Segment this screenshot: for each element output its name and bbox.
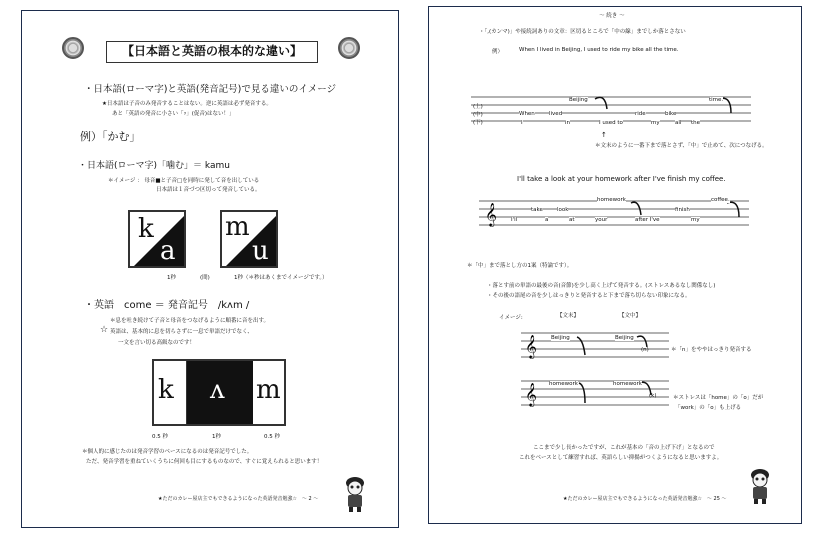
word-upper: coffee.	[711, 197, 730, 203]
japanese-line: ・日本語(ローマ字)「噛む」＝ kamu	[78, 161, 230, 171]
word-middle: take	[531, 207, 543, 213]
word-middle: look	[557, 207, 569, 213]
mascot-icon	[747, 467, 773, 505]
intro-line: ・「,(カンマ)」や接続詞ありの文章：区切るところで「中の線」までしか落とさない	[479, 29, 686, 35]
word-upper: time.	[709, 97, 724, 103]
pitch-staff-4	[521, 377, 669, 409]
method-line: ・その後の語尾の音を少しはっきりと発音すると下まで落ち切らない印象になる。	[487, 293, 691, 299]
segment-m: m	[256, 375, 281, 405]
closing-line: ここまで少し長かったですが、これが基本の「音の上げ下げ」となるので	[533, 445, 715, 451]
segment-vowel: ʌ	[210, 375, 225, 405]
level-middle: (中)	[473, 112, 483, 118]
english-note: 英語は、基本的に息を切らさずに一息で単語だけでなく、	[110, 329, 253, 335]
english-note: 一文を言い切る高級なのです！	[118, 340, 196, 346]
example-sentence: When I lived in Beijing, I used to ride my bike all the time.	[519, 47, 679, 53]
page-title: 【日本語と英語の根本的な違い】	[106, 41, 318, 63]
staff-note: ＊「n」をややはっきり発音する	[671, 347, 752, 353]
continued-label: ～ 続き ～	[599, 13, 625, 19]
english-note: ＊息を吐き続けて子音と母音をつなげるように順番に音を出す。	[110, 318, 270, 324]
syllable-box-ka	[128, 210, 186, 268]
duration-caption: 0.5 秒	[264, 434, 280, 440]
word-middle: lived	[549, 111, 563, 117]
closing-line: これをベースとして練習すれば、英語らしい抑揚がつくようになると思いますよ。	[519, 455, 723, 461]
footnote: ただ、発音学習を重ねていくうちに何回も目にするものなので、すぐに覚えられると思います！	[86, 459, 323, 465]
word-homework: homework	[613, 381, 642, 387]
word-middle: When	[519, 111, 535, 117]
tag-mid-sentence: 【文中】	[619, 313, 642, 319]
staff-note: 「work」の「o」も上げる	[675, 405, 742, 411]
syllable-k: (k)	[649, 393, 657, 399]
image-note: ＊イメージ ： 母音■と子音□を同時に発して音を出している	[108, 178, 260, 184]
word-upper: Beijing	[569, 97, 588, 103]
level-lower: (下)	[473, 120, 483, 126]
duration-caption: 0.5 秒	[152, 434, 168, 440]
word-middle: ride	[635, 111, 646, 117]
syllable-strip-come	[152, 359, 286, 426]
vowel-a: a	[160, 236, 176, 266]
staff-note: ＊文末のように一番下まで落とさず、「中」で止めて、次につなげる。	[595, 143, 768, 149]
image-label: イメージ:	[499, 315, 523, 321]
svg-text:𝄞: 𝄞	[525, 382, 537, 406]
word-lower: your	[595, 217, 608, 223]
tag-sentence-end: 【文末】	[557, 313, 580, 319]
example-label: 例）	[492, 49, 504, 55]
segment-k: k	[158, 375, 174, 405]
word-lower: in	[565, 120, 571, 126]
word-middle: finish	[675, 207, 690, 213]
level-upper: (上)	[473, 104, 483, 110]
consonant-m: m	[225, 212, 250, 242]
word-lower: my	[691, 217, 700, 223]
pitch-staff-3	[521, 329, 669, 361]
word-lower: I'll	[511, 217, 518, 223]
word-beijing: Beijing	[551, 335, 570, 341]
syllable-n: (n)	[641, 347, 649, 353]
example-heading: 例）「かむ」	[80, 130, 141, 143]
word-lower: all	[675, 120, 682, 126]
vowel-u: u	[252, 236, 269, 266]
svg-text:𝄞: 𝄞	[485, 202, 497, 226]
word-lower: at	[569, 217, 575, 223]
mascot-icon	[342, 475, 368, 513]
duration-caption: 1秒（＊秒はあくまでイメージです。）	[234, 275, 328, 281]
staff-note: ＊ストレスは「home」の「o」だが	[673, 395, 764, 401]
english-line: ・英語 come ＝ 発音記号 /kʌm /	[84, 300, 250, 311]
footnote: ＊個人的に感じたのは発音学習のベースになるのは発音記号でした。	[82, 449, 253, 455]
duration-caption: 1秒	[212, 434, 221, 440]
page-footer: ★ただのカレー屋店主でもできるようになった英語発音勉強☆ ～ 2 ～	[158, 496, 319, 502]
page-footer: ★ただのカレー屋店主でもできるようになった英語発音勉強☆ ～ 25 ～	[563, 496, 727, 502]
word-homework: homework	[549, 381, 578, 387]
word-lower: a	[545, 217, 549, 223]
duration-caption: 1秒	[167, 275, 176, 281]
note-line: あと「英語の発音に小さい「ｯ」(促音)はない！」	[112, 111, 235, 117]
word-upper: homework	[597, 197, 626, 203]
syllable-box-mu	[220, 210, 278, 268]
word-lower: I used to	[599, 120, 623, 126]
seal-icon	[338, 37, 360, 59]
word-lower: the	[691, 120, 701, 126]
word-lower: my	[651, 120, 660, 126]
page-right	[428, 6, 802, 524]
note-line: ★日本語は子音のみ発音することはない。逆に英語は必ず発音する。	[102, 101, 272, 107]
svg-text:𝄞: 𝄞	[525, 334, 537, 358]
seal-icon	[62, 37, 84, 59]
word-middle: bike	[665, 111, 677, 117]
section-heading: ＊「中」まで落とし方の1案（特論です）。	[467, 263, 573, 269]
word-beijing: Beijing	[615, 335, 634, 341]
page-left	[21, 10, 399, 528]
heading-comparison: ・日本語(ローマ字)と英語(発音記号)で見る違いのイメージ	[84, 84, 337, 95]
gap-caption: (間)	[200, 275, 210, 281]
method-line: ・落とす前の単語の最後の音(音節)を少し高く上げて発音する。(ストレスあるなし関係なし)	[487, 283, 716, 289]
example-sentence-2: I'll take a look at your homework after I've finish my coffee.	[517, 175, 726, 183]
star-icon: ☆	[100, 325, 109, 335]
image-note: 日本語は１音づつ区切って発音している。	[156, 187, 261, 193]
word-lower: I	[521, 120, 523, 126]
word-lower: after I've	[635, 217, 660, 223]
consonant-k: k	[138, 214, 154, 244]
pointer-icon: ↑	[601, 131, 607, 139]
